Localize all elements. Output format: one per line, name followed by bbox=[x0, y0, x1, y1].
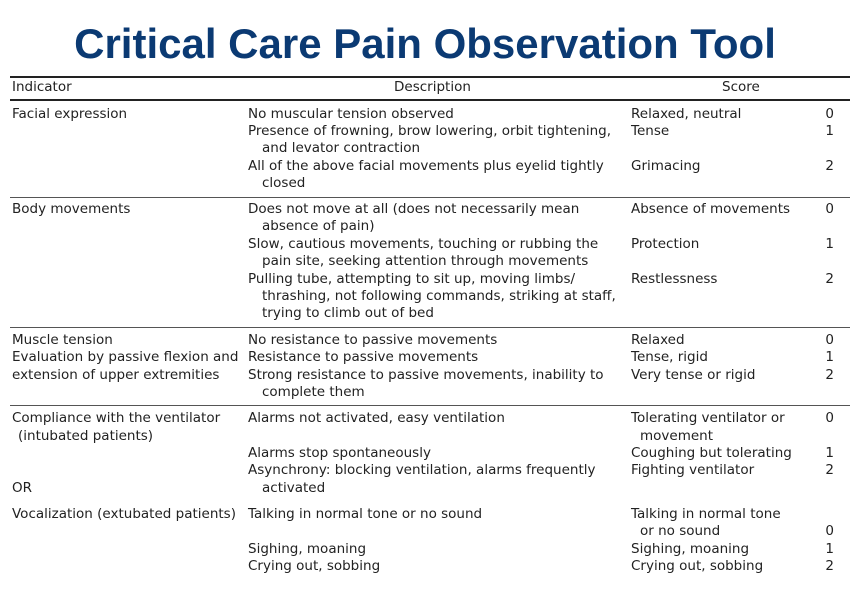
muscle-row-0-label-1: Relaxed bbox=[631, 332, 685, 348]
indicator-ventilator-line-1: Compliance with the ventilator bbox=[12, 410, 221, 426]
ventilator-row-2-desc-2: activated bbox=[262, 480, 326, 496]
facial-row-1-label-1: Tense bbox=[631, 123, 670, 139]
vocal-row-2-desc-1: Crying out, sobbing bbox=[248, 558, 381, 574]
body-row-0-score: 0 bbox=[825, 201, 834, 217]
vocal-row-0-score: 0 bbox=[825, 523, 834, 539]
muscle-row-2-label-1: Very tense or rigid bbox=[631, 367, 756, 383]
body-row-0-desc-2: absence of pain) bbox=[262, 218, 375, 234]
ventilator-row-0-label-1: Tolerating ventilator or bbox=[631, 410, 785, 426]
facial-row-0-score: 0 bbox=[825, 106, 834, 122]
ventilator-row-2-label-1: Fighting ventilator bbox=[631, 462, 755, 478]
ventilator-row-1-desc-1: Alarms stop spontaneously bbox=[248, 445, 431, 461]
indicator-body-line-1: Body movements bbox=[12, 201, 131, 217]
body-row-2-score: 2 bbox=[825, 271, 834, 287]
body-row-0-desc-1: Does not move at all (does not necessarily mean bbox=[248, 201, 580, 217]
indicator-muscle-line-2: Evaluation by passive flexion and bbox=[12, 349, 239, 365]
indicator-muscle-line-1: Muscle tension bbox=[12, 332, 113, 348]
vocal-row-1-score: 1 bbox=[825, 541, 834, 557]
muscle-row-0-desc-1: No resistance to passive movements bbox=[248, 332, 498, 348]
facial-row-0-label-1: Relaxed, neutral bbox=[631, 106, 742, 122]
body-row-1-desc-2: pain site, seeking attention through movements bbox=[262, 253, 589, 269]
header-bottom-rule bbox=[10, 99, 850, 101]
body-row-2-label-1: Restlessness bbox=[631, 271, 718, 287]
muscle-row-1-desc-1: Resistance to passive movements bbox=[248, 349, 479, 365]
ventilator-row-1-label-1: Coughing but tolerating bbox=[631, 445, 792, 461]
facial-row-0-desc-1: No muscular tension observed bbox=[248, 106, 454, 122]
body-row-2-desc-3: trying to climb out of bed bbox=[262, 305, 434, 321]
muscle-row-0-score: 0 bbox=[825, 332, 834, 348]
body-row-1-score: 1 bbox=[825, 236, 834, 252]
ventilator-row-2-score: 2 bbox=[825, 462, 834, 478]
ventilator-row-0-score: 0 bbox=[825, 410, 834, 426]
ventilator-row-0-desc-1: Alarms not activated, easy ventilation bbox=[248, 410, 505, 426]
facial-row-1-score: 1 bbox=[825, 123, 834, 139]
facial-row-1-desc-2: and levator contraction bbox=[262, 140, 421, 156]
muscle-row-2-desc-1: Strong resistance to passive movements, inability to bbox=[248, 367, 604, 383]
ventilator-row-2-desc-1: Asynchrony: blocking ventilation, alarms frequently bbox=[248, 462, 596, 478]
indicator-ventilator-line-2: (intubated patients) bbox=[18, 428, 154, 444]
or-label: OR bbox=[12, 480, 33, 496]
header-description: Description bbox=[394, 79, 471, 95]
indicator-muscle-line-3: extension of upper extremities bbox=[12, 367, 220, 383]
muscle-row-1-score: 1 bbox=[825, 349, 834, 365]
body-row-1-label-1: Protection bbox=[631, 236, 700, 252]
indicator-facial-line-1: Facial expression bbox=[12, 106, 128, 122]
section-divider bbox=[10, 327, 850, 328]
vocal-row-2-score: 2 bbox=[825, 558, 834, 574]
header-indicator: Indicator bbox=[12, 79, 72, 95]
body-row-2-desc-2: thrashing, not following commands, striking at staff, bbox=[262, 288, 616, 304]
vocal-row-1-desc-1: Sighing, moaning bbox=[248, 541, 367, 557]
vocal-row-1-label-1: Sighing, moaning bbox=[631, 541, 750, 557]
header-score: Score bbox=[722, 79, 760, 95]
header-top-rule bbox=[10, 76, 850, 78]
vocal-row-0-label-1: Talking in normal tone bbox=[631, 506, 781, 522]
body-row-2-desc-1: Pulling tube, attempting to sit up, moving limbs/ bbox=[248, 271, 576, 287]
body-row-1-desc-1: Slow, cautious movements, touching or rubbing the bbox=[248, 236, 599, 252]
vocal-row-0-desc-1: Talking in normal tone or no sound bbox=[248, 506, 483, 522]
page-title: Critical Care Pain Observation Tool bbox=[74, 20, 776, 67]
facial-row-2-label-1: Grimacing bbox=[631, 158, 701, 174]
ventilator-row-1-score: 1 bbox=[825, 445, 834, 461]
indicator-vocal-line-1: Vocalization (extubated patients) bbox=[12, 506, 236, 522]
section-divider bbox=[10, 197, 850, 198]
facial-row-2-desc-1: All of the above facial movements plus eyelid tightly bbox=[248, 158, 604, 174]
muscle-row-2-desc-2: complete them bbox=[262, 384, 365, 400]
ventilator-row-0-label-2: movement bbox=[640, 428, 714, 444]
facial-row-1-desc-1: Presence of frowning, brow lowering, orbit tightening, bbox=[248, 123, 611, 139]
section-divider bbox=[10, 405, 850, 406]
vocal-row-0-label-2: or no sound bbox=[640, 523, 721, 539]
vocal-row-2-label-1: Crying out, sobbing bbox=[631, 558, 764, 574]
muscle-row-2-score: 2 bbox=[825, 367, 834, 383]
muscle-row-1-label-1: Tense, rigid bbox=[631, 349, 708, 365]
facial-row-2-desc-2: closed bbox=[262, 175, 306, 191]
body-row-0-label-1: Absence of movements bbox=[631, 201, 791, 217]
facial-row-2-score: 2 bbox=[825, 158, 834, 174]
